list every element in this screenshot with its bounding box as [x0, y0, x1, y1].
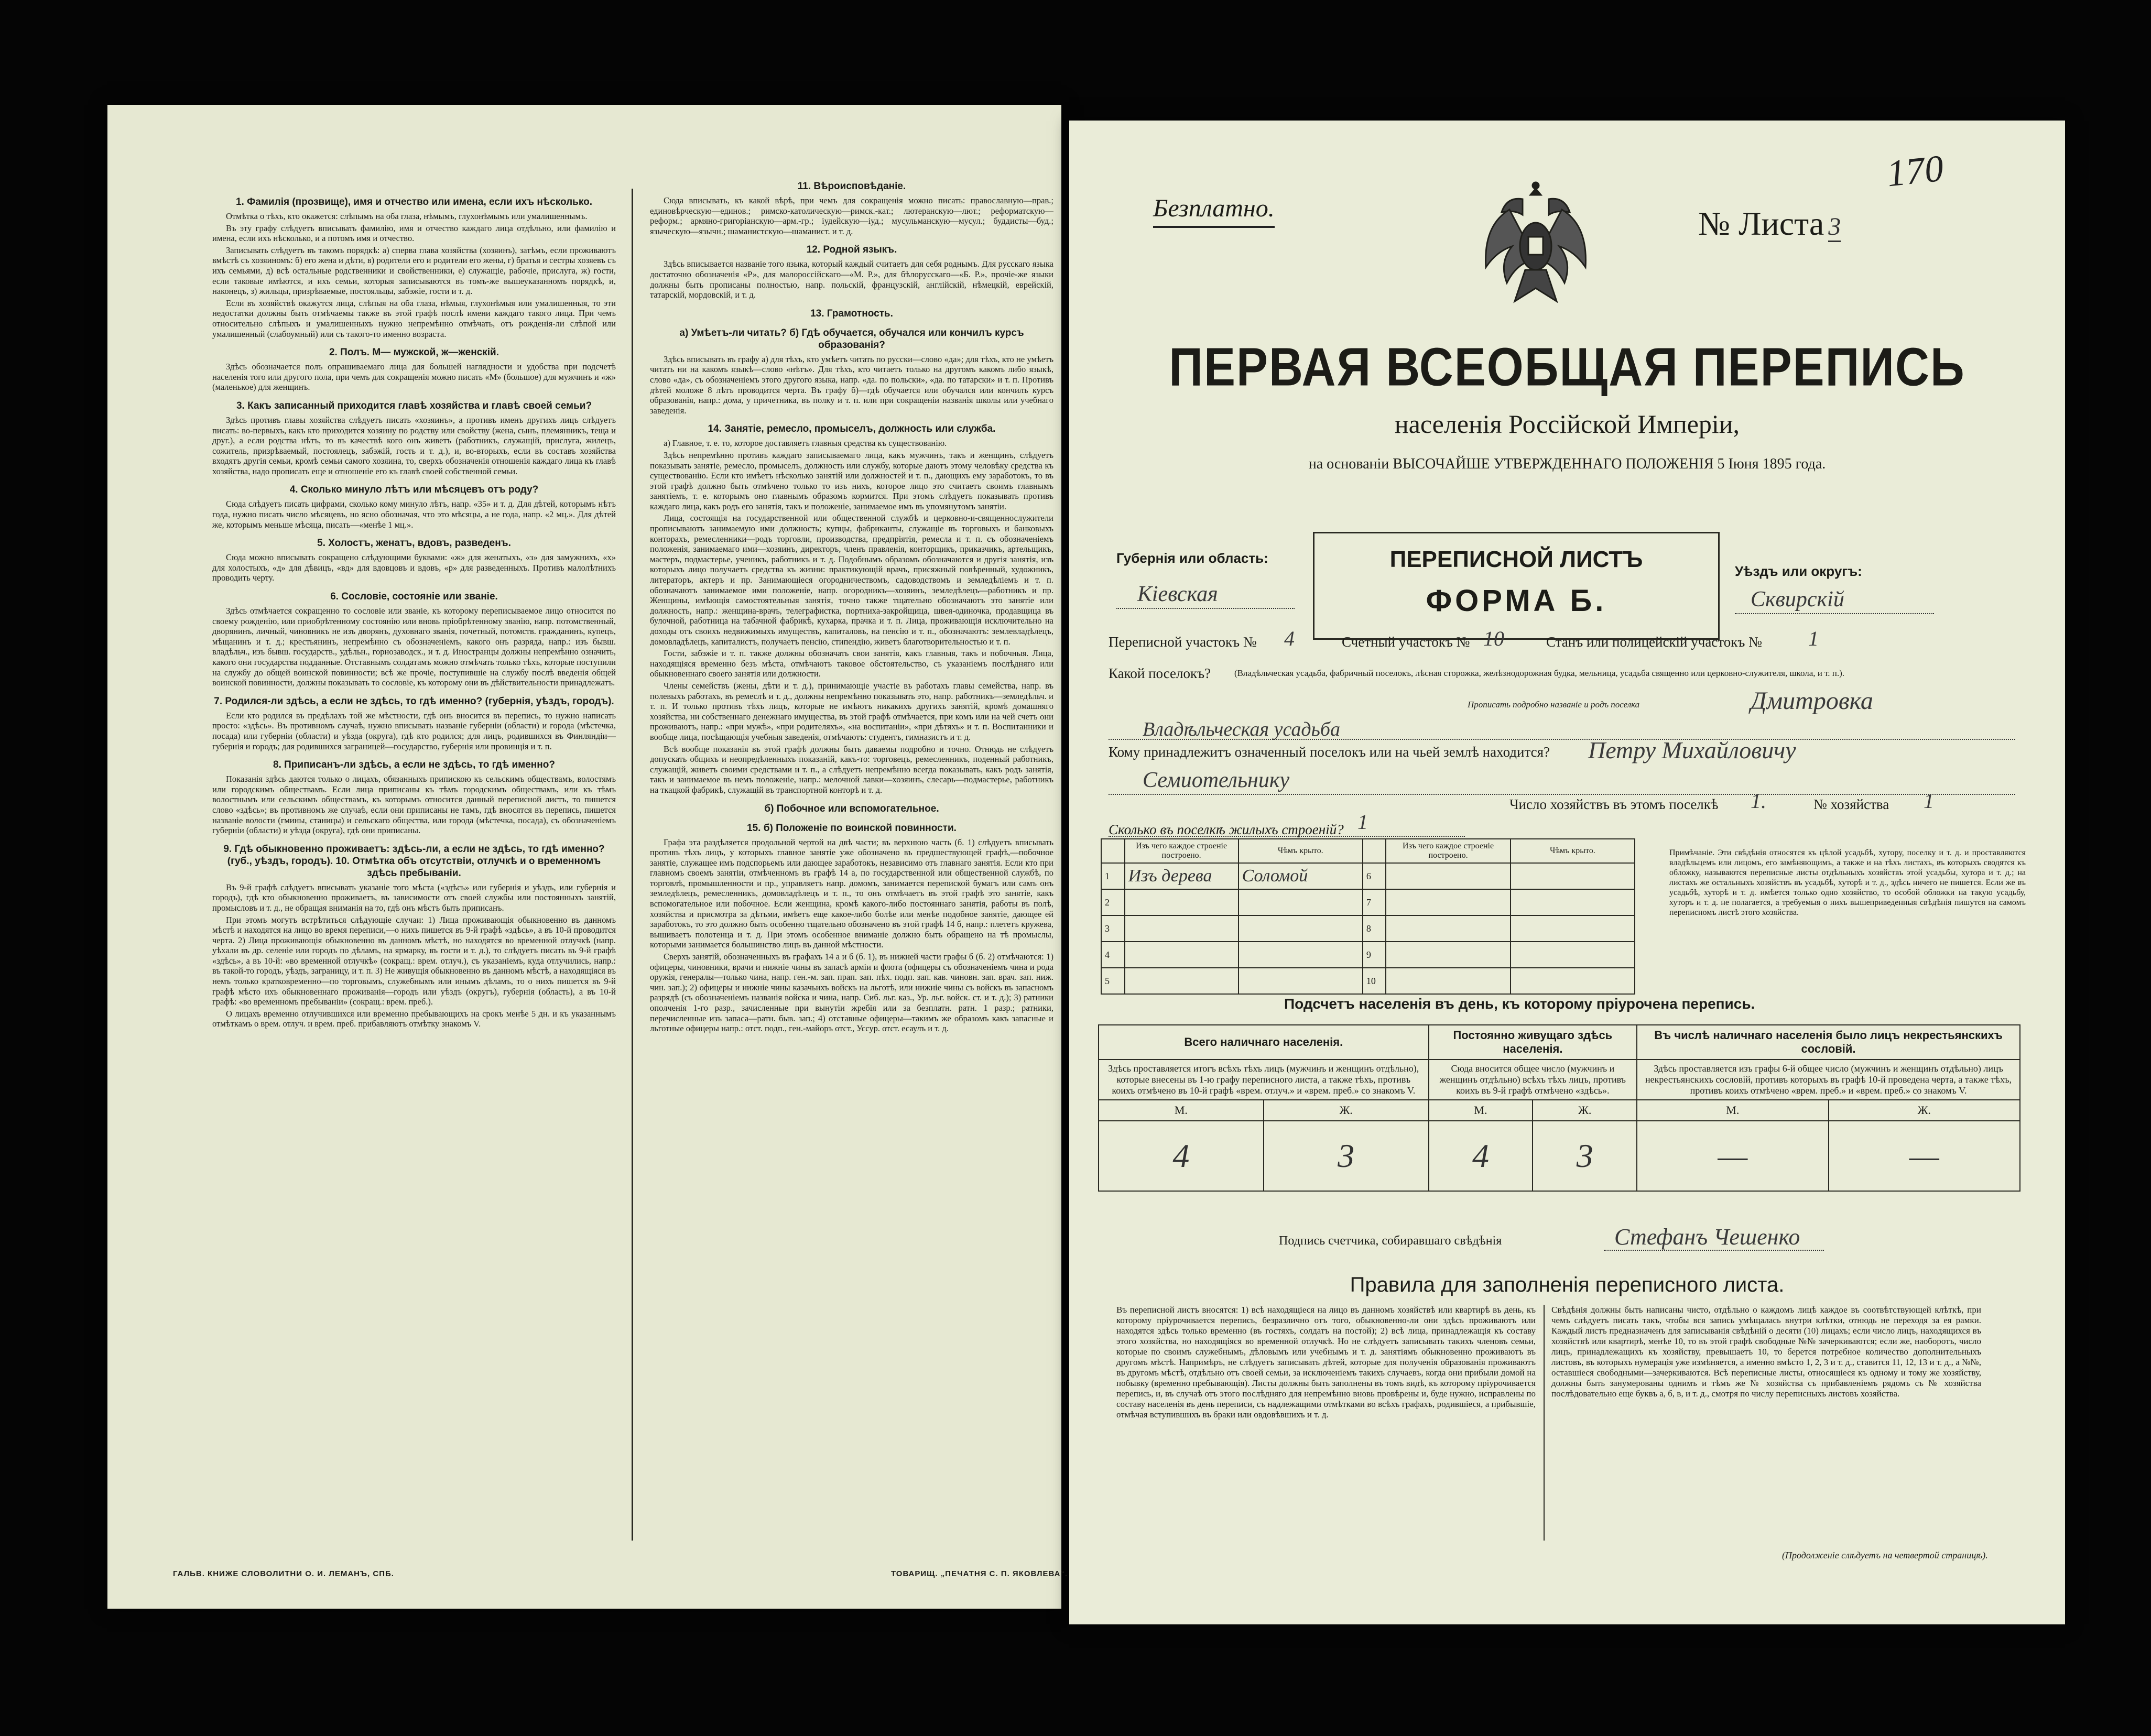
- section-heading: а) Умѣетъ-ли читать? б) Гдѣ обучается, обучался или кончилъ курсъ образованія?: [679, 327, 1024, 351]
- form-type: ПЕРЕПИСНОЙ ЛИСТЪ: [1389, 547, 1643, 572]
- sex-label: М.: [1429, 1100, 1533, 1121]
- bt-head-roof: Чѣмъ крыто.: [1239, 839, 1363, 863]
- form-box: [1313, 532, 1720, 640]
- building-number-2: 6: [1363, 863, 1386, 889]
- section-paragraph: Здѣсь обозначается полъ опрашиваемаго лица для большей наглядности и удобства при подсчетѣ населенія того или другого пола, при чемъ для сокращенія можно писать «М» (большое) для мужчинъ и «ж» (маленькое) для женщинъ.: [212, 362, 616, 392]
- section-paragraph: Въ эту графу слѣдуетъ вписывать фамилію, имя и отчество каждаго лица отдѣльно, или фамилію и имена, если ихъ нѣсколько, и а потомъ имя и отчество.: [212, 223, 616, 244]
- counting-district-value: 10: [1483, 627, 1504, 650]
- building-cell: [1386, 863, 1510, 889]
- population-count-table: [1098, 1024, 2020, 1192]
- sex-label: М.: [1099, 1100, 1264, 1121]
- buildings-table: [1101, 838, 1635, 995]
- section-paragraph: При этомъ могутъ встрѣтиться слѣдующіе случаи: 1) Лица проживающія обыкновенно въ данномъ мѣстѣ и находятся на лицо во время переписи,—о нихъ пишется въ 9-й графѣ «здѣсь», а въ 10-й проводится черта. 2) Лица проживающія обыкновенно въ данномъ мѣстѣ, но находятся во временной отлучкѣ (напр. уѣхали въ др. селеніе или городъ по дѣламъ, на ярмарку, въ гости и т. д.), то слѣдуетъ писать въ 9-й графѣ «здѣсь», а въ 10-й: «во временной отлучкѣ» (сокращ.: врем. отлуч.), съ указаніемъ, куда отлучились, напр.: въ такой-то городъ, уѣздъ, заграницу, и т. п. 3) Не живущія обыкновенно въ данномъ мѣстѣ, а находящіяся въ немъ только кратковременно—по торговымъ, служебнымъ или инымъ дѣламъ, то о нихъ пишется въ 9-й графѣ мѣсто ихъ обыкновеннаго проживанія—городъ или уѣздъ (округъ), губернія (область), а въ 10-й графѣ: «во временномъ пребываніи» (сокращ.: врем. преб.).: [212, 914, 616, 1007]
- households-value: 1.: [1751, 789, 1766, 813]
- section-paragraph: Члены семействъ (жены, дѣти и т. д.), принимающіе участіе въ работахъ главы семейства, напр. въ полевыхъ работахъ, въ ремеслѣ и т. д., должны непремѣнно показывать это, напр. работникъ—земледѣльч. и т. п. И только противъ тѣхъ лицъ, которые не имѣютъ никакихъ другихъ занятій, кромѣ домашняго хозяйства, ни собственнаго денежнаго имущества, въ этой графѣ отмѣчается, при комъ или на чей счетъ они проживаютъ, напр.: «при мужѣ», «при родителяхъ», «на воспитаніи», «при дѣтяхъ» и т. п. Воспитанники и вообще лица, посѣщающія учебныя заведенія, отмѣчаютъ: студентъ, гимназистъ и т. д.: [650, 680, 1053, 742]
- building-material: Изъ дерева: [1125, 863, 1239, 889]
- province-value: Кіевская: [1137, 582, 1218, 606]
- signature-line: [1604, 1250, 1824, 1251]
- count-header: Постоянно живущаго здѣсь населенія.: [1429, 1025, 1637, 1060]
- building-material: [1125, 942, 1239, 968]
- sex-label: М.: [1637, 1100, 1828, 1121]
- count-value: 4: [1099, 1121, 1264, 1191]
- signature-label: Подпись счетчика, собиравшаго свѣдѣнія: [1279, 1234, 1502, 1248]
- uezd-line: [1735, 613, 1934, 614]
- building-number-2: 9: [1363, 942, 1386, 968]
- building-cell: [1386, 968, 1510, 994]
- building-number: 2: [1101, 889, 1125, 915]
- section-paragraph: Лица, состоящія на государственной или общественной службѣ и церковно-и-священнослужители прописываютъ занимаемую ими должность; купцы, фабриканты, служащіе въ торговыхъ и банковыхъ конторахъ, ремесленники—родъ торговли, производства, предпріятія, ремесла и т. п. съ обозначеніемъ положенія, занимаемаго ими—хозяинъ, директоръ, членъ правленія, конторщикъ, приказчикъ, артельщикъ, мастеръ, подмастерье, ученикъ, работникъ и т. д. Подобнымъ образомъ обозначаются и другія занятія, изъ которыхъ лицо получаетъ средства къ жизни: практикующій врачъ, присяжный повѣренный, художникъ, литераторъ, актеръ и пр. Занимающіеся огородничествомъ, садоводствомъ и земледѣліемъ и т. п. обозначаютъ занимаемое ими положеніе, напр. огородникъ—хозяинъ, земледѣлецъ—работникъ и пр. Женщины, имѣющія самостоятельныя занятія, точно также тщательно обозначаютъ это занятіе или должность, напр.: женщина-врачъ, телеграфистка, портниха-закройщица, швея-одиночка, продавщица въ булочной, работница на табачной фабрикѣ, кухарка, прачка и т. п. Лица, проживающія исключительно на доходы отъ своихъ недвижимыхъ имуществъ, капиталовъ, на пенсію и т. п., обозначаютъ: землевладѣлецъ, домовладѣлецъ, капиталистъ, получаетъ пенсію, стипендію, живетъ благотворительностью и т. п.: [650, 513, 1053, 647]
- buildings-value: 1: [1357, 810, 1368, 834]
- section-heading: 7. Родился-ли здѣсь, а если не здѣсь, то гдѣ именно? (губернія, уѣздъ, городъ).: [214, 695, 614, 707]
- settlement-label: Какой поселокъ?: [1109, 665, 1211, 681]
- count-value: —: [1829, 1121, 2020, 1191]
- section-heading: 6. Сословіе, состояніе или званіе.: [330, 591, 498, 603]
- sheet-number: № Листа 3: [1698, 205, 1841, 242]
- imperial-eagle-icon: [1478, 178, 1593, 314]
- building-cell: [1511, 915, 1635, 942]
- printer-credit-right: ТОВАРИЩ. „ПЕЧАТНЯ С. П. ЯКОВЛЕВА“.: [891, 1569, 1068, 1578]
- count-value: 3: [1264, 1121, 1429, 1191]
- building-number: 1: [1101, 863, 1125, 889]
- stan-label: Станъ или полицейскій участокъ №: [1546, 634, 1762, 650]
- sex-label: Ж.: [1264, 1100, 1429, 1121]
- census-title: ПЕРВАЯ ВСЕОБЩАЯ ПЕРЕПИСЬ: [1169, 337, 1965, 398]
- sex-label: Ж.: [1533, 1100, 1637, 1121]
- section-paragraph: Здѣсь вписывается названіе того языка, который каждый считаетъ для себя роднымъ. Для русскаго языка достаточно обозначенія «Р», для малороссійскаго—«М. Р.», для бѣлорусскаго—«Б. Р.», прочіе-же языки должны быть прописаны полностью, напр. польскій, французскій, англійскій, нѣмецкій, еврейскій, татарскій, мордовскій, и т. д.: [650, 259, 1053, 300]
- building-number: 4: [1101, 942, 1125, 968]
- section-paragraph: Сюда вписывать, къ какой вѣрѣ, при чемъ для сокращенія можно писать: православную—прав.; единовѣрческую—единов.; римско-католическую—римск.-кат.; лютеранскую—лют.; реформатскую—реформ.; армяно-григоріанскую—арм.-гр.; іудейскую—іуд.; мусульманскую—мусул.; буддисты—буд.; языческую—язычн.; шаманистскую—шаманист. и т. д.: [650, 195, 1053, 236]
- count-value: —: [1637, 1121, 1828, 1191]
- section-heading: 11. Вѣроисповѣданіе.: [797, 181, 906, 192]
- section-paragraph: а) Главное, т. е. то, которое доставляетъ главныя средства къ существованію.: [664, 438, 947, 449]
- building-roof: [1239, 968, 1363, 994]
- building-material: [1125, 968, 1239, 994]
- count-description: Здѣсь проставляется изъ графы 6-й общее число (мужчинъ и женщинъ отдѣльно) лицъ некрестьянскихъ сословій, противъ которыхъ въ графѣ 10-й проведена черта, а также тѣхъ, противъ коихъ отмѣчено «врем. преб.» и «врем. преб.» со знакомъ V.: [1637, 1060, 2020, 1100]
- section-heading: 4. Сколько минуло лѣтъ или мѣсяцевъ отъ роду?: [289, 484, 539, 496]
- section-paragraph: Если въ хозяйствѣ окажутся лица, слѣпыя на оба глаза, нѣмыя, глухонѣмыя или умалишенныя, то эти недостатки должны быть отмѣчаемы также въ этой графѣ послѣ имени каждаго такого лица. При чемъ относительно слѣпыхъ и умалишенныхъ нужно непремѣнно отмѣчать, отъ рожденія-ли слѣпой или умалишенный (слабоумный) или съ такого-то именно возраста.: [212, 298, 616, 339]
- building-cell: [1511, 942, 1635, 968]
- count-value: 3: [1533, 1121, 1637, 1191]
- section-paragraph: Отмѣтка о тѣхъ, кто окажется: слѣпымъ на оба глаза, нѣмымъ, глухонѣмымъ или умалишеннымъ.: [226, 211, 588, 221]
- count-value: 4: [1429, 1121, 1533, 1191]
- section-paragraph: Здѣсь отмѣчается сокращенно то сословіе или званіе, къ которому переписываемое лицо относится по своему рожденію, или приобрѣтенному состоянію или вновь пріобрѣтенному званію, напр. потомственный, дворянинъ, личный, чиновникъ не изъ дворянъ, духовнаго званія, почетный, потомств. гражданинъ, купецъ, мѣщанинъ и т. д.; крестьянинъ, непремѣнно съ обозначеніемъ, какого онъ разряда, напр.: изъ бывш. владѣльч., изъ бывш. государств., удѣльн., горнозаводск., и т. д. Иностранцы должны непремѣнно означить, какого они государства подданные. Отставнымъ солдатамъ можно отмѣчать только тѣхъ, которые поступили на службу до общей воинской повинности; всѣ же прочіе, поступившіе на службу послѣ введенія общей воинской повинности, должны показывать то сословіе, къ которому они въ дѣйствительности принадлежатъ.: [212, 606, 616, 688]
- count-header: Въ числѣ наличнаго населенія было лицъ некрестьянскихъ сословій.: [1637, 1025, 2020, 1060]
- owner-surname: Семиотельнику: [1143, 768, 1290, 792]
- count-description: Сюда вносится общее число (мужчинъ и женщинъ отдѣльно) всѣхъ тѣхъ лицъ, противъ коихъ въ 9-й графѣ отмѣчено «здѣсь».: [1429, 1060, 1637, 1100]
- section-paragraph: Гости, забэжіе и т. п. также должны обозначать свои занятія, какъ главныя, такъ и побочныя. Лица, находящіяся временно безъ мѣста, отмѣчаютъ таковое обстоятельство, съ указаніемъ послѣдняго или обыкновеннаго своего занятія или должности.: [650, 648, 1053, 679]
- census-subtitle: населенія Россійской Имперіи,: [1394, 409, 1740, 439]
- section-heading: 13. Грамотность.: [810, 308, 893, 319]
- household-number-label: № хозяйства: [1813, 796, 1889, 812]
- section-heading: 8. Приписанъ-ли здѣсь, а если не здѣсь, то гдѣ именно?: [273, 759, 555, 771]
- population-count-title: Подсчетъ населенія въ день, къ которому пріурочена перепись.: [1284, 996, 1755, 1012]
- building-roof: [1239, 942, 1363, 968]
- settlement-hint-2: Прописать подробно названіе и родъ поселка: [1468, 700, 1640, 709]
- settlement-name: Дмитровка: [1751, 687, 1873, 715]
- settlement-line: [1109, 739, 2015, 740]
- rules-text-2: Свѣдѣнія должны быть написаны чисто, отдѣльно о каждомъ лицѣ каждое въ соотвѣтствующей клѣткѣ, при чемъ слѣдуетъ писать такъ, чтобы вся запись умѣщалась внутри клѣтки, отнюдь не переходя за ея рамки. Каждый листъ предназначенъ для записыванія свѣдѣній о десяти (10) лицахъ; если число лицъ, находящихся въ хозяйствѣ или квартирѣ, менѣе 10, то въ этой графѣ свободные №№ зачеркиваются; если же, наоборотъ, число лицъ, принадлежащихъ къ хозяйству, превышаетъ 10, то берется потребное количество дополнительныхъ листовъ, въ которыхъ нумерація уже измѣняется, а именно вмѣсто 1, 2, 3 и т. д., ставится 11, 12, 13 и т. д., а №№, оставшіеся свободными—зачеркиваются. Всѣ переписные листы, относящіеся къ одному и тому же хозяйству, должны быть занумерованы однимъ и тѣмъ же № хозяйства съ прибавленіемъ рядомъ съ № хозяйства послѣдовательно еще буквъ а, б, в, и т. д., смотря по числу переписныхъ листовъ хозяйства.: [1551, 1305, 1981, 1399]
- section-heading: 2. Полъ. М— мужской, ж—женскій.: [329, 347, 499, 358]
- section-heading: 3. Какъ записанный приходится главѣ хозяйства и главѣ своей семьи?: [236, 400, 592, 411]
- building-cell: [1386, 942, 1510, 968]
- uezd-value: Сквирскій: [1751, 587, 1844, 612]
- buildings-label: Сколько въ поселкѣ жилыхъ строеній?: [1109, 822, 1344, 837]
- instructions-column-2: [650, 173, 1053, 1556]
- section-paragraph: Сюда можно вписывать сокращено слѣдующими буквами: «ж» для женатыхъ, «з» для замужнихъ, «х» для холостыхъ, «д» для дѣвицъ, «вд» для вдовцовъ и вдовъ, «р» для разведенныхъ. Противъ малолѣтнихъ проводить черту.: [212, 552, 616, 583]
- building-roof: Соломой: [1239, 863, 1363, 889]
- building-cell: [1511, 968, 1635, 994]
- building-material: [1125, 889, 1239, 915]
- owner-line: [1109, 794, 2015, 795]
- building-row: [1101, 863, 1635, 889]
- rules-divider: [1544, 1305, 1545, 1541]
- section-paragraph: Записывать слѣдуетъ въ такомъ порядкѣ: а) сперва глава хозяйства (хозяинъ), затѣмъ, если проживаютъ вмѣстѣ съ хозяиномъ: б) его жена и дѣти, в) родители его и родители его жены, г) братья и сестры хозяевъ съ ихъ семьями, д) всѣ остальные родственники и свойственники, е) служащіе, рабочіе, прислуга, ж) гости, если таковые имѣются, и ихъ семьи, которыя записываются въ томъ-же вышеуказанномъ порядкѣ, и, наконецъ, з) жильцы, призрѣваемые, постояльцы, забэжіе, гости и т. д.: [212, 245, 616, 297]
- building-cell: [1511, 889, 1635, 915]
- owner-name: Петру Михайловичу: [1588, 737, 1796, 763]
- bt-head-roof-2: Чѣмъ крыто.: [1511, 839, 1635, 863]
- section-heading: 5. Холостъ, женатъ, вдовъ, разведенъ.: [317, 538, 511, 549]
- section-paragraph: Въ 9-й графѣ слѣдуетъ вписывать указаніе того мѣста («здѣсь» или губернія и уѣздъ, или губернія и городъ), гдѣ кто обыкновенно проживаетъ, въ зависимости отъ своей службы или постоянныхъ занятій, промысловъ и т. д., не обращая вниманія на то, гдѣ онъ мѣстъ быть приписанъ.: [212, 882, 616, 913]
- section-paragraph: Здѣсь вписывать въ графу а) для тѣхъ, кто умѣетъ читать по русски—слово «да»; для тѣхъ, кто не умѣетъ читать ни на какомъ языкѣ—слово «нѣтъ». Для тѣхъ, кто читаетъ только на другомъ какомъ либо языкѣ, слово «да», съ обозначеніемъ этого другого языка, напр. «да. по польски», «да. по татарски» и т. п. Противъ дѣтей моложе 8 лѣтъ проводится черта. Въ графу б)—гдѣ обучается или обучался или кончилъ курсъ образованія, напр.: дома, у причетника, въ полку и т. п. или при сокращеніи названія школы или учебнаго заведенія.: [650, 354, 1053, 416]
- building-cell: [1386, 915, 1510, 942]
- section-paragraph: Сюда слѣдуетъ писать цифрами, сколько кому минуло лѣтъ, напр. «35» и т. д. Для дѣтей, которымъ нѣтъ года, нужно писать число мѣсяцевъ, но ясно обозначая, что это мѣсяцы, а не года, напр. «2 мц.». Для дѣтей же, которымъ меньше мѣсяца, писать—«менѣе 1 мц.».: [212, 499, 616, 530]
- households-label: Число хозяйствъ въ этомъ поселкѣ: [1509, 796, 1719, 812]
- section-paragraph: Здѣсь противъ главы хозяйства слѣдуетъ писать «хозяинъ», а противъ именъ другихъ лицъ слѣдуетъ писать: во-первыхъ, какъ кто приходится хозяину по родству или свойству (жена, сынъ, племянникъ, теща и друг.), а если родства нѣтъ, то въ качествѣ кого онъ живетъ (работникъ, служащій, прислуга, жилецъ, сожитель, призрѣваемый, постоялецъ, забэжій, гость и т. д.), и, во-вторыхъ, если въ составъ хозяйства входятъ другія семьи, кромѣ семьи самого хозяина, то, сверхъ обозначенія отношенія каждаго лица къ главѣ хозяйства, надо прописать еще и отношеніе его къ главѣ своей собственной семьи.: [212, 414, 616, 476]
- building-cell: [1511, 863, 1635, 889]
- building-number: 3: [1101, 915, 1125, 942]
- section-heading: 15. б) Положеніе по воинской повинности.: [747, 822, 957, 834]
- bt-head-material-2: Изъ чего каждое строеніе построено.: [1386, 839, 1510, 863]
- settlement-type: Владѣльческая усадьба: [1143, 718, 1340, 740]
- building-number-2: 10: [1363, 968, 1386, 994]
- counting-district-label: Счетный участокъ №: [1342, 634, 1470, 650]
- section-paragraph: Показанія здѣсь даются только о лицахъ, обязанныхъ припискою къ сельскимъ обществамъ, волостямъ или городскимъ обществамъ. Если лица приписаны къ тѣмъ городскимъ обществамъ, или къ тѣмъ волостнымъ или сельскимъ обществамъ, къ которымъ относится данный переписной листъ, то пишется слово «здѣсь»; въ противномъ же случаѣ, если они приписаны не тамъ, гдѣ вносятся въ перепись, пишется названіе волости (гмины, станицы) и сельскаго общества, или города (мѣстечка, посада), съ обозначеніемъ губерніи (области) и уѣзда (округа), гдѣ они приписаны.: [212, 774, 616, 836]
- instructions-column-1: [212, 189, 616, 1556]
- bt-head-material: Изъ чего каждое строеніе построено.: [1125, 839, 1239, 863]
- section-paragraph: Здѣсь непремѣнно противъ каждаго записываемаго лица, какъ мужчинъ, такъ и женщинъ, слѣдуетъ показывать занятіе, ремесло, промыселъ, должность или службу, которые даютъ этому человѣку средства къ существованію. Если кто имѣетъ нѣсколько занятій или должностей и т. п., дающихъ ему заработокъ, то въ этой графѣ должно быть отмѣчено только то изъ нихъ, которое лицо это считаетъ своимъ главнымъ занятіемъ, т. е. которымъ оно главнымъ образомъ кормится. При этомъ слѣдуетъ показывать противъ каждаго лица, какъ родъ его занятія, такъ и положеніе, занимаемое имъ въ упомянутомъ занятіи.: [650, 450, 1053, 511]
- uezd-label: Уѣздъ или округъ:: [1735, 563, 1862, 579]
- column-divider: [632, 189, 633, 1541]
- household-number-value: 1: [1924, 789, 1934, 813]
- sex-label: Ж.: [1829, 1100, 2020, 1121]
- signature-value: Стефанъ Чешенко: [1614, 1224, 1800, 1250]
- building-row: [1101, 889, 1635, 915]
- section-heading: 12. Родной языкъ.: [806, 244, 897, 256]
- census-district-label: Переписной участокъ №: [1109, 634, 1257, 650]
- buildings-line: [1109, 836, 1465, 837]
- building-number-2: 8: [1363, 915, 1386, 942]
- buildings-note: Примѣчаніе. Эти свѣдѣнія относятся къ цѣлой усадьбѣ, хутору, поселку и т. д. и проставляются владѣльцемъ или лицомъ, его замѣняющимъ, а также и на тѣхъ листахъ, въ которыхъ сводятся къ обложку, называются переписные листы отдѣльныхъ хозяйствъ этой усадьбы, хутора и т. д.; на листахъ же остальныхъ хозяйствъ въ усадьбѣ, хуторѣ и т. д., здѣсь ничего не пишется. Если же въ усадьбѣ, хуторѣ и т. д. имѣется только одно хозяйство, то особой обложки на такую усадьбу, хуторъ и т. д. не полагается, а требуемыя о нихъ вышеприведенныя свѣдѣнія пишутся на самомъ переписномъ листѣ этого хозяйства.: [1669, 848, 2026, 917]
- continued-note: (Продолженіе слѣдуетъ на четвертой страницѣ).: [1782, 1550, 1988, 1560]
- section-paragraph: О лицахъ временно отлучившихся или временно пребывающихъ на срокъ менѣе 5 дн. и къ указаннымъ отмѣткамъ о врем. отлуч. и врем. преб. прибавляютъ отмѣтку знакомъ V.: [212, 1008, 616, 1029]
- free-label: Безплатно.: [1153, 194, 1275, 228]
- section-paragraph: Сверхъ занятій, обозначенныхъ въ графахъ 14 а и б (б. 1), въ нижней части графы б (б. 2) отмѣчаются: 1) офицеры, чиновники, врачи и нижніе чины въ запасѣ арміи и флота (офицеры съ обозначеніемъ чина и рода оружія, генералы—только чина, напр. ген.-м. зап. прап. зап. пѣх. подп. зап. кав. чиновн. зап. врач. зап. ниж. чин. зап.); 2) офицеры и нижніе чины казачьихъ войскъ на льготѣ, или нижніе чины съ войскъ въ запасномъ разрядѣ (съ обозначеніемъ названія войска и чина, напр. Сиб. льг. каз., Ур. льг. войск. ст. и т. д.); 3) ратники ополченія 1-го разр., зачисленные при вынутіи жребія или за безплатн. ратн. 1 разр.; ратники, перечисленные изъ запаса—ратн. быв. зап.; 4) отставные офицеры—такимъ же образомъ какъ запасные и льготные офицеры напр.: отст. подп., ген.-майоръ отст., Уссур. отст. есаулъ и т. д.: [650, 952, 1053, 1034]
- building-row: [1101, 915, 1635, 942]
- building-cell: [1386, 889, 1510, 915]
- section-paragraph: Если кто родился въ предѣлахъ той же мѣстности, гдѣ онъ вносится въ перепись, то нужно написать просто: «здѣсь». Въ противномъ случаѣ, нужно вписывать названіе губерніи (области) и города (мѣстечка, посада) или губерніи (области) и уѣзда (округа), гдѣ кто родился; для лицъ, родившихся въ Финляндіи—губернія и городъ; для родившихся заграницей—государство, губернія или провинція и т. п.: [212, 710, 616, 751]
- section-paragraph: Всѣ вообще показанія въ этой графѣ должны быть даваемы подробно и точно. Отнюдь не слѣдуетъ допускать общихъ и неопредѣленныхъ показаній, какъ-то: торговецъ, ремесленникъ, поденный работникъ, служащій, живетъ своими средствами и т. п., а слѣдуетъ непремѣнно всегда показывать, какъ родъ занятія, такъ и занимаемое въ немъ положеніе, напр.: мелочной лавки—хозяинъ, слесарь—подмастерье, работникъ на ткацкой фабрикѣ, служащій въ транспортной конторѣ и т. д.: [650, 744, 1053, 795]
- building-roof: [1239, 889, 1363, 915]
- page-number: 170: [1885, 147, 1946, 195]
- section-heading: 9. Гдѣ обыкновенно проживаетъ: здѣсь-ли, а если не здѣсь, то гдѣ именно? (губ., уѣздъ, городъ). 10. Отмѣтка объ отсутствіи, отлучкѣ и о временномъ здѣсь пребываніи.: [223, 843, 605, 879]
- building-roof: [1239, 915, 1363, 942]
- section-heading: 1. Фамилія (прозвище), имя и отчество или имена, если ихъ нѣсколько.: [235, 196, 593, 208]
- province-label: Губернія или область:: [1116, 550, 1268, 566]
- building-number-2: 7: [1363, 889, 1386, 915]
- rules-title: Правила для заполненія переписного листа.: [1350, 1273, 1785, 1296]
- building-row: [1101, 942, 1635, 968]
- stan-value: 1: [1808, 627, 1819, 650]
- section-heading: б) Побочное или вспомогательное.: [764, 803, 939, 814]
- owner-label: Кому принадлежитъ означенный поселокъ или на чьей землѣ находится?: [1109, 744, 1550, 760]
- building-material: [1125, 915, 1239, 942]
- rules-text-1: Въ переписной листъ вносятся: 1) всѣ находящіеся на лицо въ данномъ хозяйствѣ или квартирѣ въ день, къ которому пріурочивается перепись, безразлично отъ того, обыкновенно-ли они здѣсь проживаютъ или находятся здѣсь только временно (въ гостяхъ, солдатъ на постой); 2) всѣ лица, принадлежащія къ составу этого хозяйства, но находящіяся во временной отлучкѣ. Но не слѣдуетъ записывать такихъ членовъ семьи, которые по своимъ служебнымъ, дѣловымъ или учебнымъ и т. д. занятіямъ обыкновенно проживаютъ въ другомъ мѣстѣ. Напримѣръ, не слѣдуетъ записывать дѣтей, которые для полученія образованія проживаютъ въ другомъ мѣстѣ, отдѣльно отъ своей семьи, за исключеніемъ такихъ случаевъ, когда они прибыли домой на побывку (временно пребывающія). Листы должны быть заполнены въ томъ видѣ, къ которому пріурочивается перепись, и, въ случаѣ отъ этого послѣдняго для непремѣнно вновь провѣрены и, буде нужно, исправлены по составу населенія въ день переписи, съ надлежащими отмѣтками во всѣхъ графахъ, родившіеся, а прибывшіе, отмѣчая вступившихъ въ браки или овдовѣвшихъ и т. д.: [1116, 1305, 1536, 1420]
- census-district-value: 4: [1284, 627, 1295, 650]
- printer-credit-left: ГАЛЬВ. КНИЖЕ СЛОВОЛИТНИ О. И. ЛЕМАНЪ, СПБ.: [173, 1569, 394, 1578]
- building-row: [1101, 968, 1635, 994]
- section-heading: 14. Занятіе, ремесло, промыселъ, должность или служба.: [708, 423, 996, 435]
- building-number: 5: [1101, 968, 1125, 994]
- province-line: [1116, 608, 1295, 609]
- census-basis: на основаніи ВЫСОЧАЙШЕ УТВЕРЖДЕННАГО ПОЛОЖЕНІЯ 5 Іюня 1895 года.: [1308, 456, 1826, 472]
- settlement-hint: (Владѣльческая усадьба, фабричный поселокъ, лѣсная сторожка, желѣзнодорожная будка, мельница, усадьба священно или церковно-служителя, школа, и т. п.).: [1234, 668, 1845, 678]
- count-header: Всего наличнаго населенія.: [1099, 1025, 1429, 1060]
- count-description: Здѣсь проставляется итогъ всѣхъ тѣхъ лицъ (мужчинъ и женщинъ отдѣльно), которые внесены въ 1-ю графу переписного листа, а также тѣхъ, противъ коихъ отмѣчено въ 10-й графѣ «врем. отлуч.» и «врем. преб.» со знакомъ V.: [1099, 1060, 1429, 1100]
- form-name: ФОРМА Б.: [1426, 584, 1607, 618]
- section-paragraph: Графа эта раздѣляется продольной чертой на двѣ части; въ верхнюю часть (б. 1) слѣдуетъ вписывать противъ тѣхъ лицъ, у которыхъ главное занятіе уже обозначено въ предшествующей графѣ,—побочное занятіе, служащее имъ подспорьемъ или дающее заработокъ, независимо отъ главнаго занятія. Если кто при главномъ своемъ занятіи, отмѣченномъ въ графѣ 14 а, по государственной или общественной службѣ, по торговлѣ, промышленности и пр., управляетъ напр. домомъ, занимается перепиской бумагъ или самъ онъ земледѣлецъ, ремесленникъ, домовладѣлецъ и т. п., то онъ отмѣчаетъ въ этой графѣ это занятіе, какъ вспомогательное или побочное. Если женщина, кромѣ какого-либо постояннаго занятія, работы въ полѣ, хозяйства и присмотра за дѣтьми, имѣетъ еще какое-либо болѣе или менѣе подобное занятіе, дающее ей заработокъ, то это должно быть особенно тщательно обозначено въ этой графѣ 14 б, напр.: плететъ кружева, вышиваетъ полотенца и т. д. При этомъ особенное вниманіе должно быть обращено на тѣ промыслы, которыми занимается большинство лицъ въ данной мѣстности.: [650, 837, 1053, 950]
